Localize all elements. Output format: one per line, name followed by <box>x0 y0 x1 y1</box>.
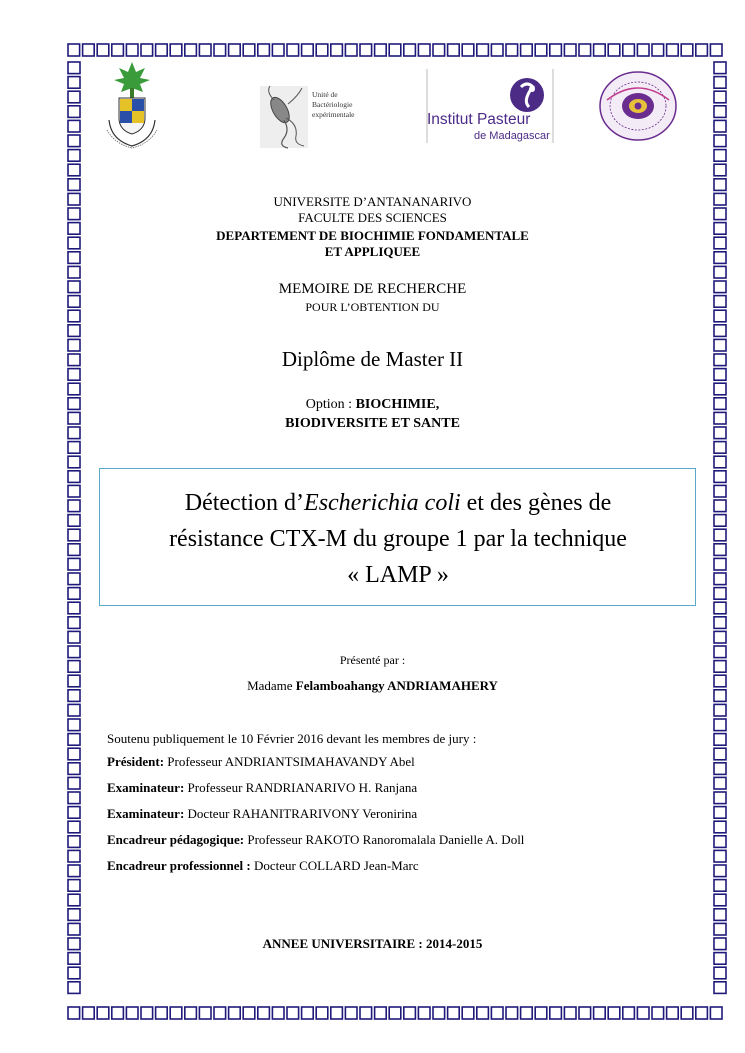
presenter-title: Madame <box>247 678 296 693</box>
jury-name: Professeur RANDRIANARIVO H. Ranjana <box>184 780 418 795</box>
department-line-1: DEPARTEMENT DE BIOCHIMIE FONDAMENTALE <box>216 228 529 243</box>
option-value-1: BIOCHIMIE, <box>355 397 440 412</box>
jury-name: Docteur RAHANITRARIVONY Veronirina <box>184 806 418 821</box>
degree-title: Diplôme de Master II <box>281 347 464 371</box>
unit-bacteriology-label <box>312 90 354 120</box>
thesis-title-line-2: résistance CTX-M du groupe 1 par la technique <box>169 526 627 552</box>
university-name: UNIVERSITE D’ANTANANARIVO <box>273 194 472 209</box>
thesis-title-species: Escherichia coli <box>304 490 461 516</box>
option-label: Option : <box>305 397 356 412</box>
defense-intro: Soutenu publiquement le 10 Février 2016 devant les membres de jury : <box>107 731 477 746</box>
jury-member <box>107 806 417 821</box>
unit-line-2: Bactériologie <box>312 100 353 109</box>
memoir-purpose: POUR L’OBTENTION DU <box>305 300 440 314</box>
university-crest-icon <box>103 60 161 150</box>
option-line-1 <box>0 396 745 413</box>
presenter-name: Felamboahangy ANDRIAMAHERY <box>295 678 498 693</box>
thesis-title <box>102 485 694 593</box>
department-line-2: ET APPLIQUEE <box>324 244 421 259</box>
jury-role: Président: <box>107 754 165 769</box>
jury-member <box>107 754 415 769</box>
unit-line-1: Unité de <box>312 90 338 99</box>
presented-by-label: Présenté par : <box>339 653 406 667</box>
thesis-title-part-1: Détection d’ <box>184 490 305 516</box>
thesis-title-line-3: « LAMP » <box>347 562 449 588</box>
option-line-2: BIODIVERSITE ET SANTE <box>285 416 460 431</box>
thesis-title-part-2: et des gènes de <box>460 490 612 516</box>
unit-line-3: expérimentale <box>312 110 355 119</box>
jury-role: Encadreur professionnel : <box>107 858 251 873</box>
jury-member <box>107 858 419 873</box>
jury-member <box>107 832 524 847</box>
institut-pasteur-name: Institut Pasteur <box>427 111 531 128</box>
faculty-name: FACULTE DES SCIENCES <box>298 210 447 225</box>
jury-name: Professeur RAKOTO Ranoromalala Danielle A. Doll <box>244 832 525 847</box>
memoir-type: MEMOIRE DE RECHERCHE <box>278 281 467 297</box>
academic-year: ANNEE UNIVERSITAIRE : 2014-2015 <box>262 936 483 951</box>
faculty-seal-icon <box>597 70 679 142</box>
presenter <box>0 678 745 693</box>
jury-name: Professeur ANDRIANTSIMAHAVANDY Abel <box>164 754 415 769</box>
jury-role: Examinateur: <box>107 806 185 821</box>
thesis-title-line-1 <box>102 485 694 521</box>
jury-member <box>107 780 417 795</box>
jury-role: Examinateur: <box>107 780 185 795</box>
jury-name: Docteur COLLARD Jean-Marc <box>250 858 419 873</box>
institut-pasteur-subtitle: de Madagascar <box>474 130 550 142</box>
jury-role: Encadreur pédagogique: <box>107 832 245 847</box>
